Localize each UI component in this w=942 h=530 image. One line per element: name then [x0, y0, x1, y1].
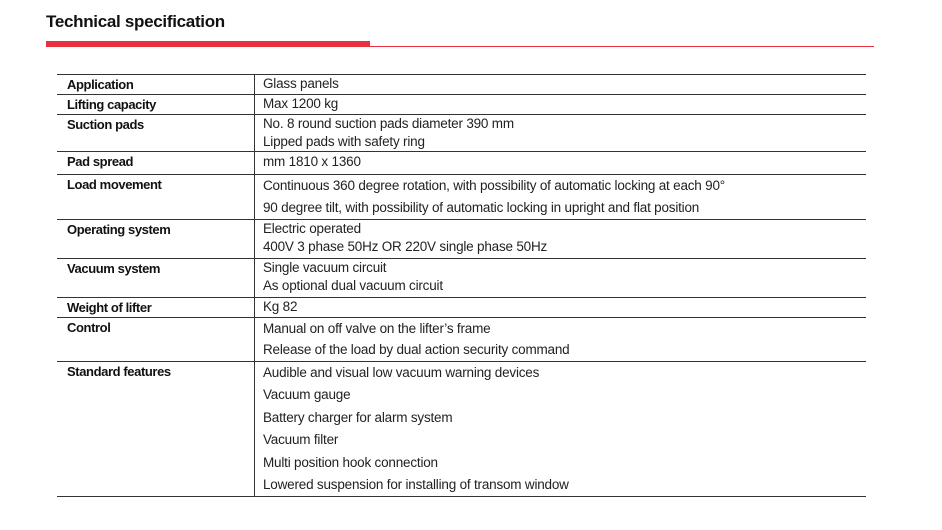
spec-values [254, 220, 866, 258]
spec-row [57, 115, 866, 152]
page-title: Technical specification [46, 12, 225, 31]
spec-value-line: Continuous 360 degree rotation, with possibility of automatic locking at each 90° [263, 178, 725, 193]
spec-value-line: Kg 82 [263, 299, 298, 314]
spec-table [57, 74, 866, 497]
spec-values [254, 318, 866, 361]
spec-row [57, 75, 866, 95]
spec-values [254, 75, 866, 94]
spec-value-line: 400V 3 phase 50Hz OR 220V single phase 50Hz [263, 239, 548, 254]
spec-label: Suction pads [67, 117, 144, 132]
spec-row [57, 259, 866, 298]
spec-values [254, 95, 866, 114]
spec-values [254, 362, 866, 496]
spec-values [254, 175, 866, 219]
spec-values [254, 298, 866, 317]
spec-values [254, 259, 866, 297]
spec-value-line: Single vacuum circuit [263, 260, 387, 275]
spec-value-line: Max 1200 kg [263, 96, 339, 111]
spec-value-line: Lipped pads with safety ring [263, 134, 425, 149]
spec-values [254, 152, 866, 174]
spec-row [57, 362, 866, 497]
spec-values [254, 115, 866, 151]
spec-label: Control [67, 320, 111, 335]
title-underline-rule [370, 46, 874, 47]
spec-value-line: Audible and visual low vacuum warning devices [263, 365, 540, 380]
spec-value-line: No. 8 round suction pads diameter 390 mm [263, 116, 514, 131]
spec-label: Standard features [67, 364, 171, 379]
spec-row [57, 318, 866, 362]
spec-label: Load movement [67, 177, 162, 192]
spec-value-line: Glass panels [263, 76, 339, 91]
spec-row [57, 175, 866, 220]
spec-row [57, 95, 866, 115]
spec-value-line: Vacuum filter [263, 432, 339, 448]
spec-value-line: Electric operated [263, 221, 361, 236]
spec-label: Lifting capacity [67, 97, 156, 112]
spec-label: Application [67, 77, 134, 92]
spec-value-line: Vacuum gauge [263, 387, 351, 403]
spec-value-line: Release of the load by dual action security command [263, 342, 570, 357]
spec-value-line: mm 1810 x 1360 [263, 154, 361, 169]
title-underline-accent [46, 41, 370, 47]
spec-value-line: Multi position hook connection [263, 454, 438, 470]
spec-label: Weight of lifter [67, 300, 152, 315]
spec-value-line: Lowered suspension for installing of transom window [263, 477, 569, 493]
spec-row [57, 152, 866, 175]
spec-value-line: Manual on off valve on the lifter’s frame [263, 321, 491, 336]
spec-label: Pad spread [67, 154, 134, 169]
spec-value-line: 90 degree tilt, with possibility of automatic locking in upright and flat position [263, 200, 700, 215]
spec-row [57, 220, 866, 259]
spec-value-line: As optional dual vacuum circuit [263, 278, 443, 293]
spec-label: Vacuum system [67, 261, 161, 276]
spec-value-line: Battery charger for alarm system [263, 409, 453, 425]
spec-row [57, 298, 866, 318]
spec-label: Operating system [67, 222, 171, 237]
